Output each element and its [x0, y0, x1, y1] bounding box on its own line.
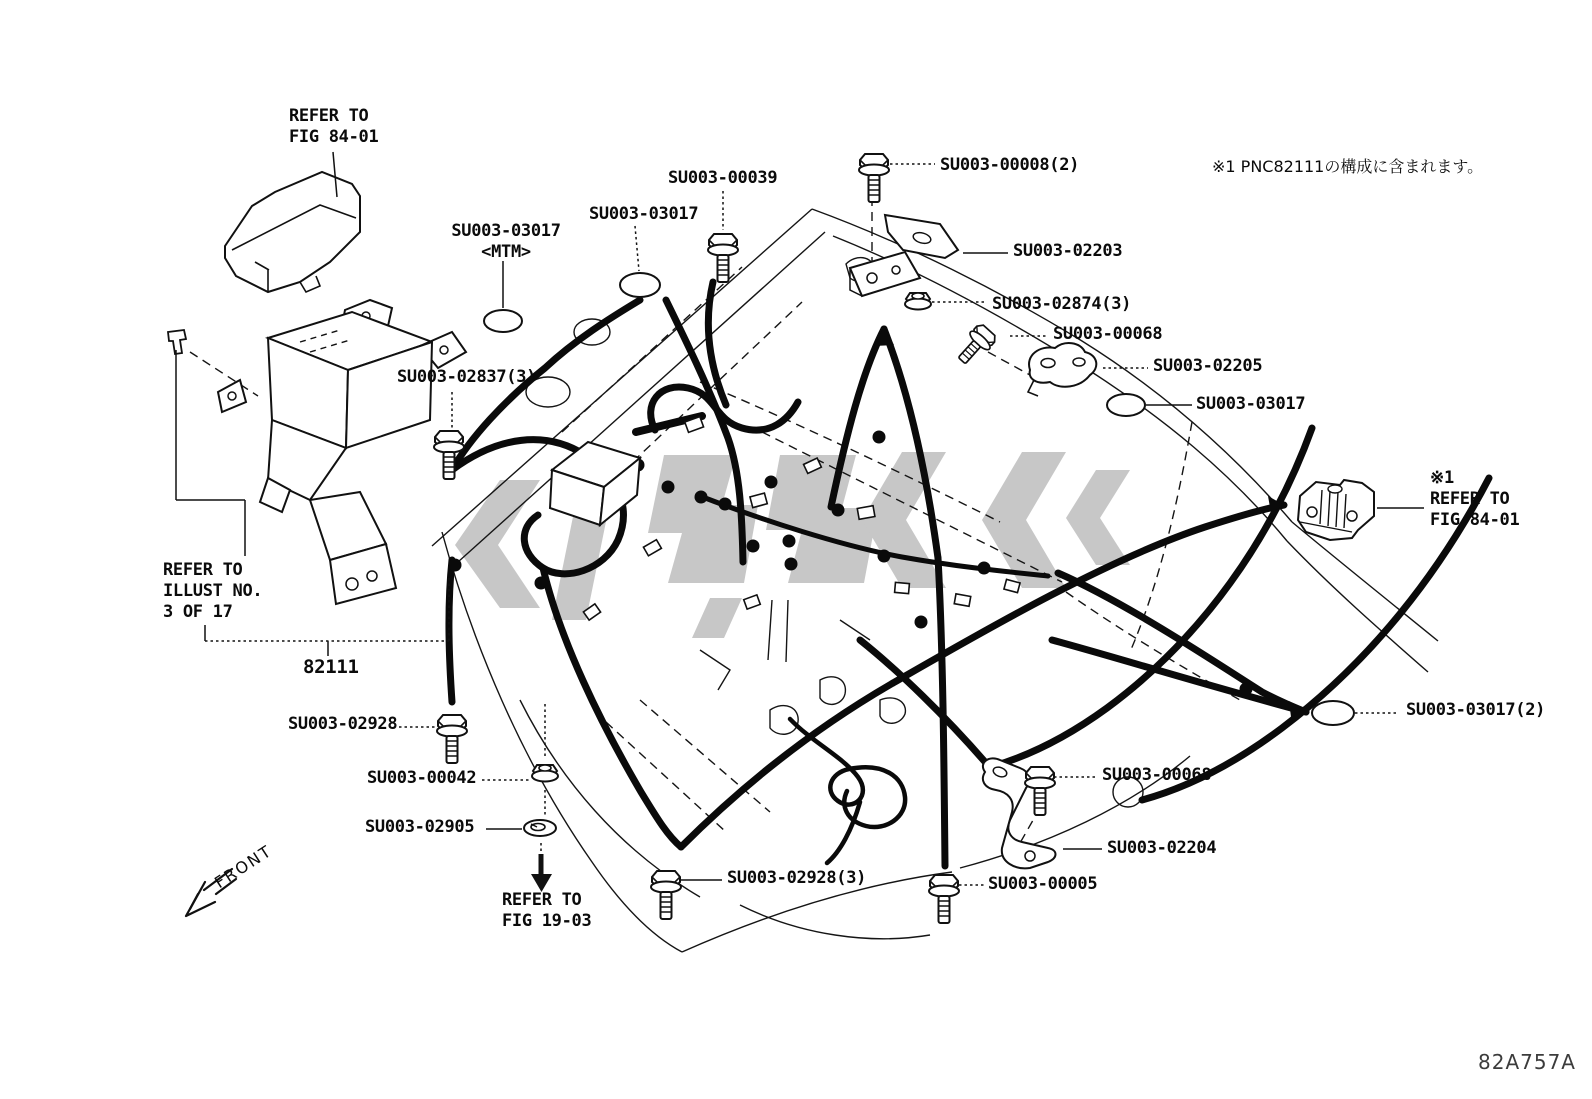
refer-fig8401-top-left [289, 106, 378, 148]
callout-su003-02874: SU003-02874(3) [992, 294, 1132, 314]
callout-su003-02928-left: SU003-02928 [288, 714, 398, 734]
refer-fig1903 [502, 890, 591, 932]
callout-su003-03017-right: SU003-03017(2) [1406, 700, 1546, 720]
main-part-number: 82111 [303, 656, 359, 678]
bolt-icon-00005 [929, 875, 959, 923]
callout-su003-02204: SU003-02204 [1107, 838, 1217, 858]
refer-illust-note [163, 560, 262, 623]
refer-fig8401-right [1430, 468, 1519, 531]
bracket-02203 [850, 215, 958, 296]
callout-su003-02203: SU003-02203 [1013, 241, 1123, 261]
refer-line: FIG 84-01 [1430, 510, 1520, 530]
figure-code: 82A757A [1478, 1050, 1576, 1074]
callout-su003-00005: SU003-00005 [988, 874, 1098, 894]
screw-icon-00068-top [952, 322, 998, 369]
refer-line: ILLUST NO. [163, 581, 263, 601]
wire-harness-bundles [449, 282, 1489, 866]
down-arrow-icon [531, 854, 552, 892]
callout-su003-00068-bottom: SU003-00068 [1102, 765, 1212, 785]
bolt-icon-00068-bottom [1025, 767, 1055, 815]
bracket-02205 [1028, 343, 1096, 396]
bolt-icon-02928-left [437, 715, 467, 763]
nut-icon-00042 [532, 765, 558, 782]
callout-su003-02928-bottom: SU003-02928(3) [727, 868, 867, 888]
grommet-icon-03017-right [1312, 701, 1354, 725]
grommet-icon-03017-mtm [484, 310, 522, 332]
relay-block-right [1298, 480, 1374, 540]
callout-su003-03017-mid: SU003-03017 [1196, 394, 1306, 414]
part-variant: <MTM> [481, 242, 531, 262]
callout-su003-00068-top: SU003-00068 [1053, 324, 1163, 344]
callout-su003-00008: SU003-00008(2) [940, 155, 1080, 175]
note-jp: ※1 PNC82111の構成に含まれます。 [1212, 157, 1484, 176]
ecu-box [225, 172, 360, 292]
washer-icon-02905 [524, 820, 556, 836]
clip-icon [168, 330, 186, 354]
note-marker: ※1 [1430, 468, 1454, 488]
refer-line: FIG 84-01 [289, 127, 379, 147]
refer-line: REFER TO [163, 560, 243, 580]
nut-icon-02874 [905, 293, 931, 310]
callout-su003-03017-mtm [446, 221, 566, 263]
bolt-icon-02928-bottom [651, 871, 681, 919]
refer-line: REFER TO [289, 106, 369, 126]
callout-su003-02905: SU003-02905 [365, 817, 475, 837]
grommet-icon-03017-top [620, 273, 660, 297]
callout-su003-02837: SU003-02837(3) [397, 367, 537, 387]
callout-su003-00042: SU003-00042 [367, 768, 477, 788]
callout-su003-00039: SU003-00039 [668, 168, 778, 188]
grommet-icon-03017-mid [1107, 394, 1145, 416]
refer-line: 3 OF 17 [163, 602, 233, 622]
front-label: FRONT [211, 841, 276, 893]
callout-su003-02205: SU003-02205 [1153, 356, 1263, 376]
refer-line: REFER TO [502, 890, 582, 910]
part-number: SU003-03017 [451, 221, 561, 241]
refer-line: REFER TO [1430, 489, 1510, 509]
fusebox-assembly [218, 300, 466, 604]
bolt-icon-00008 [859, 154, 889, 202]
refer-line: FIG 19-03 [502, 911, 592, 931]
callout-su003-03017-top: SU003-03017 [589, 204, 699, 224]
